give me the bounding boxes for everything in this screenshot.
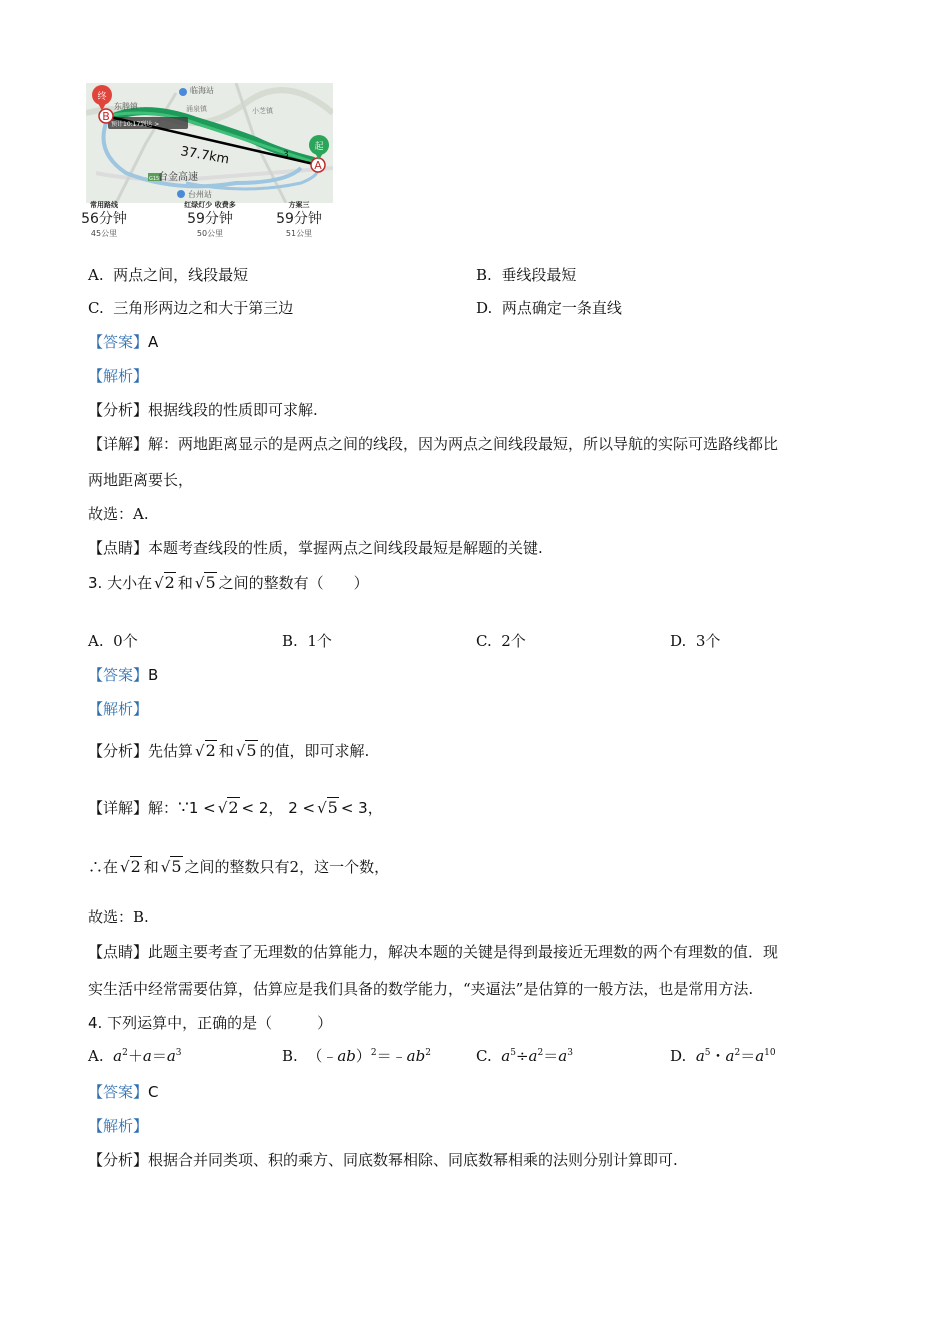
comma: ， [367, 799, 383, 817]
stem-text: 之间的整数有（ ） [218, 574, 369, 592]
q3-choose: 故选：B. [88, 908, 149, 926]
exponent: 2 [425, 1048, 431, 1058]
q2-option-a [88, 264, 248, 285]
therefore-text: ∴在 [88, 858, 119, 876]
q2-answer [88, 331, 158, 352]
xiangjie-tag: 【详解】 [88, 799, 149, 817]
option-label: D. [476, 299, 493, 317]
route-option-3 [259, 200, 339, 239]
route-option-distance: 45公里 [90, 229, 118, 238]
sqrt-5: √5 [317, 798, 338, 817]
because-symbol: ∵ [178, 798, 189, 818]
route-option-time: 59分钟 [187, 211, 233, 227]
map-eta-note: 预计10:17到达 > [111, 121, 160, 128]
route-option-title: 红绿灯少 收费多 [184, 201, 236, 209]
map-label-city: 台州站 [188, 190, 212, 199]
q4-option-a [88, 1045, 182, 1066]
map-label-place-c: 涌泉镇 [186, 105, 207, 113]
fenxi-text: 的值，即可求解. [259, 742, 370, 760]
question-number: 4. [88, 1014, 103, 1032]
q3-analysis-tag: 【解析】 [88, 700, 149, 718]
map-point-b: B [102, 110, 110, 123]
option-label: A. [88, 1047, 104, 1065]
exponent: 2 [734, 1048, 741, 1058]
fenxi-tag: 【分析】 [88, 1151, 149, 1169]
option-label: A. [88, 266, 104, 284]
map-label-place-d: 小芝镇 [252, 107, 273, 115]
q2-xiangjie-cont: 两地距离要长， [88, 471, 194, 489]
sqrt-2: √2 [195, 741, 216, 760]
q4-stem [88, 1012, 332, 1033]
fenxi-text: 根据线段的性质即可求解. [148, 401, 318, 419]
option-text: 两点之间，线段最短 [113, 266, 249, 284]
q3-dianjing [88, 941, 778, 962]
inequality-part: < 2 [241, 799, 269, 817]
fenxi-text: 根据合并同类项、积的乘方、同底数幂相除、同底数幂相乘的法则分别计算即可. [148, 1151, 678, 1169]
map-distance-label: 37.7km [179, 144, 231, 168]
option-label: B. [282, 1047, 298, 1065]
route-option-distance: 50公里 [196, 229, 224, 238]
var: ab [406, 1047, 426, 1065]
operator: ＝ [543, 1047, 559, 1065]
option-label: D. [670, 1047, 687, 1065]
var: a [528, 1047, 538, 1065]
stem-text: 大小在 [107, 574, 153, 592]
route-option-title: 方案三 [288, 201, 310, 209]
dianjing-tag: 【点睛】 [88, 539, 149, 557]
answer-tag: 【答案】 [88, 333, 149, 351]
var: a [725, 1047, 735, 1065]
answer-tag: 【答案】 [88, 1083, 149, 1101]
q4-option-d [670, 1045, 776, 1066]
var: a [558, 1047, 568, 1065]
stem-text: 下列运算中，正确的是（ ） [107, 1014, 333, 1032]
map-label-highway: 台金高速 [158, 172, 198, 183]
and-text: 和 [143, 858, 159, 876]
var: a [695, 1047, 705, 1065]
option-label: C. [476, 1047, 492, 1065]
route-option-time: 59分钟 [276, 211, 322, 227]
option-label: C. [88, 299, 104, 317]
option-text: 2个 [501, 632, 526, 650]
map-route-label: 3 [283, 150, 289, 160]
q4-fenxi [88, 1149, 678, 1170]
answer-tag: 【答案】 [88, 666, 149, 684]
exponent: 3 [175, 1048, 182, 1058]
xiangjie-text: 解：两地距离显示的是两点之间的线段，因为两点之间线段最短，所以导航的实际可选路线都比 [148, 435, 779, 453]
option-text: 0个 [113, 632, 138, 650]
operator: ＋ [127, 1047, 143, 1065]
inequality-part: < 3 [340, 799, 368, 817]
stem-text: 和 [177, 574, 193, 592]
q2-option-d [476, 297, 622, 318]
q2-fenxi [88, 399, 318, 420]
q3-option-c [476, 630, 526, 651]
q4-option-b [282, 1045, 431, 1066]
dianjing-text: 此题主要考查了无理数的估算能力，解决本题的关键是得到最接近无理数的两个有理数的值．现 [148, 943, 779, 961]
q2-xiangjie [88, 433, 778, 454]
operator: （﹣ [307, 1047, 338, 1065]
sqrt-5: √5 [160, 857, 182, 876]
var: ab [337, 1047, 356, 1065]
q3-answer [88, 664, 158, 685]
map-label-highway-id: G15 [149, 176, 160, 182]
route-option-title: 常用路线 [90, 201, 118, 209]
answer-value: B [148, 666, 159, 684]
q3-option-b [282, 630, 332, 651]
q2-option-b [476, 264, 576, 285]
map-label-place-b: 东塍镇 [114, 102, 138, 111]
option-text: 1个 [307, 632, 332, 650]
answer-value: A [148, 333, 159, 351]
option-text: 垂线段最短 [501, 266, 577, 284]
operator: ＝ [740, 1047, 756, 1065]
inequality-part: 2 < [288, 799, 316, 817]
q4-option-c [476, 1045, 573, 1066]
option-label: B. [476, 266, 492, 284]
fenxi-tag: 【分析】 [88, 401, 149, 419]
sqrt-2: √2 [217, 798, 239, 817]
q3-xiangjie [88, 797, 383, 818]
inequality-part: 1 < [188, 799, 216, 817]
fenxi-text: 先估算 [148, 742, 194, 760]
q3-option-d [670, 630, 720, 651]
map-start-marker: 起 [314, 142, 324, 152]
exponent: 2 [122, 1048, 128, 1058]
q2-option-c [88, 297, 293, 318]
operator: ÷ [515, 1047, 529, 1065]
sqrt-5: √5 [194, 573, 216, 592]
route-option-distance: 51公里 [285, 229, 313, 238]
comma: ， [268, 799, 284, 817]
operator: ・ [710, 1047, 726, 1065]
exponent: 10 [764, 1048, 776, 1058]
option-label: C. [476, 632, 492, 650]
var: a [166, 1047, 176, 1065]
route-option-1 [64, 200, 144, 239]
question-number: 3. [88, 574, 103, 592]
route-option-time: 56分钟 [81, 211, 127, 227]
answer-value: C [148, 1083, 159, 1101]
q2-dianjing [88, 537, 543, 558]
sqrt-2: √2 [120, 857, 141, 876]
fenxi-tag: 【分析】 [88, 742, 149, 760]
exponent: 5 [704, 1048, 711, 1058]
var: a [501, 1047, 511, 1065]
var: a [755, 1047, 765, 1065]
option-label: D. [670, 632, 687, 650]
option-label: B. [282, 632, 298, 650]
option-text: 三角形两边之和大于第三边 [113, 299, 294, 317]
q4-answer [88, 1081, 159, 1102]
q3-therefore [88, 856, 389, 877]
var: a [113, 1047, 123, 1065]
exponent: 5 [510, 1048, 516, 1058]
sqrt-5: √5 [235, 741, 257, 760]
option-text: 3个 [695, 632, 721, 650]
fenxi-text: 和 [218, 742, 234, 760]
map-point-a: A [314, 159, 322, 172]
xiangjie-tag: 【详解】 [88, 435, 149, 453]
option-text: 两点确定一条直线 [501, 299, 622, 317]
q3-option-a [88, 630, 138, 651]
operator: ＝ [151, 1047, 167, 1065]
option-label: A. [88, 632, 104, 650]
map-end-marker: 终 [97, 92, 107, 102]
sqrt-2: √2 [154, 573, 175, 592]
xiangjie-text: 解： [148, 799, 179, 817]
q3-stem [88, 572, 369, 593]
q2-analysis-tag: 【解析】 [88, 367, 149, 385]
map-label-station: 临海站 [190, 86, 214, 95]
therefore-tail: 之间的整数只有2，这一个数， [184, 858, 390, 876]
map-image [86, 83, 333, 203]
exponent: 3 [567, 1048, 573, 1058]
q3-fenxi [88, 740, 369, 761]
exponent: 2 [537, 1048, 544, 1058]
var: a [142, 1047, 152, 1065]
operator: ） [355, 1047, 371, 1065]
route-option-2 [170, 200, 250, 239]
q2-choose: 故选：A. [88, 505, 149, 523]
dianjing-text: 本题考查线段的性质，掌握两点之间线段最短是解题的关键. [148, 539, 543, 557]
operator: ＝﹣ [376, 1047, 407, 1065]
q4-analysis-tag: 【解析】 [88, 1117, 149, 1135]
q3-dianjing-cont: 实生活中经常需要估算，估算应是我们具备的数学能力，“夹逼法”是估算的一般方法，也是常用方法. [88, 980, 754, 998]
dianjing-tag: 【点睛】 [88, 943, 149, 961]
exponent: 2 [370, 1048, 377, 1058]
